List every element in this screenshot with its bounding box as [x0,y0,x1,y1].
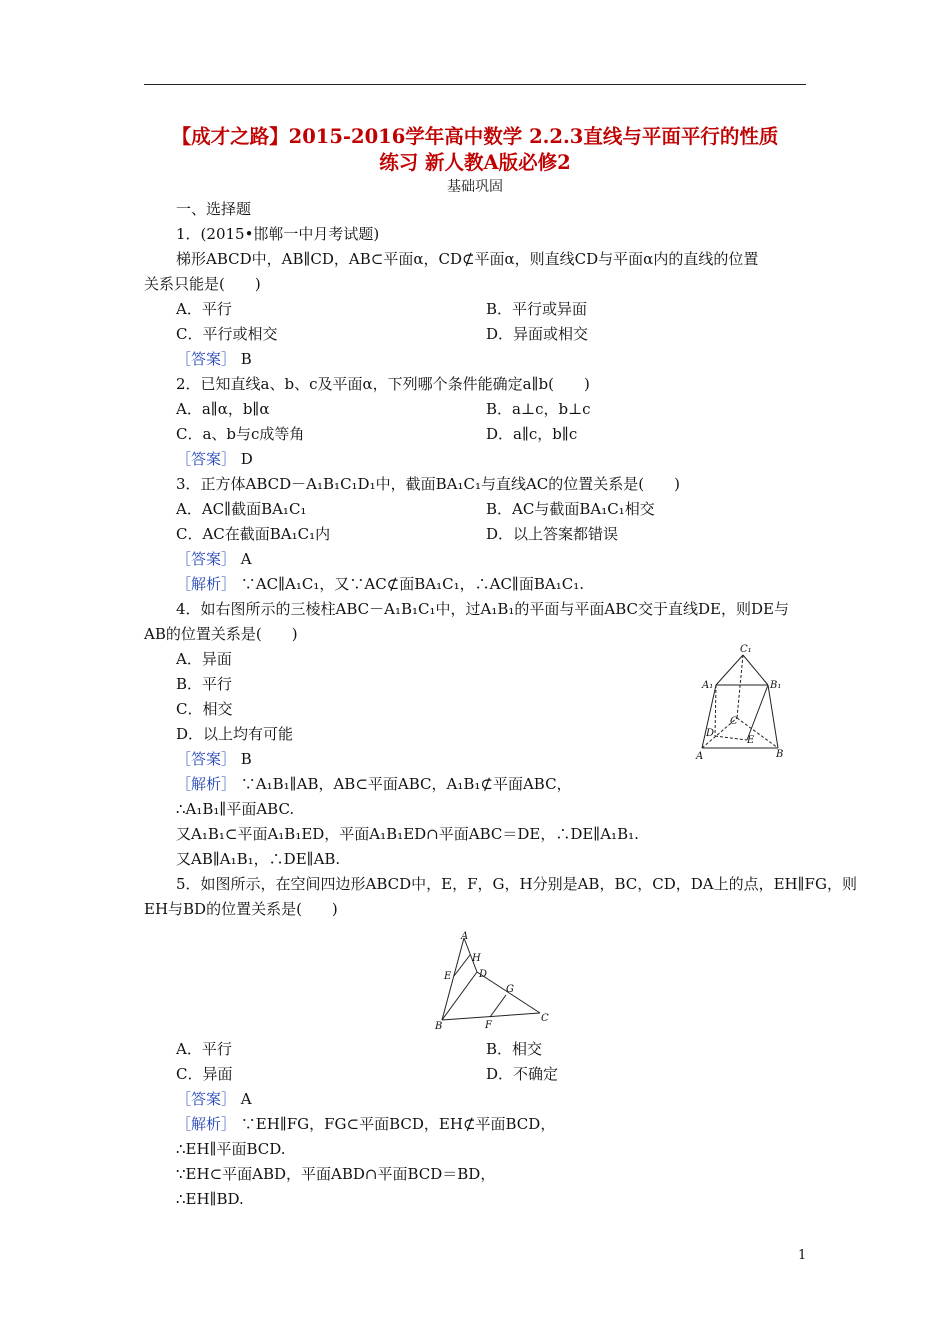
label-f: F [485,1020,492,1031]
analysis-text: ∵AC∥A₁C₁，又∵AC⊄面BA₁C₁，∴AC∥面BA₁C₁. [240,575,584,593]
label-b: B [435,1021,443,1032]
answer-value: B [240,350,252,368]
q1-option-c: C．平行或相交 [176,325,278,343]
label-d: D [706,728,715,739]
q4-option-d: D．以上均有可能 [176,725,294,743]
q1-stem-1: 梯形ABCD中，AB∥CD，AB⊂平面α，CD⊄平面α，则直线CD与平面α内的直线的位置 [176,250,759,268]
label-c: C [730,716,738,727]
q4-analysis-2: ∴A₁B₁∥平面ABC. [176,800,295,818]
label-b: B [776,749,784,760]
q5-analysis-1 [176,1114,555,1134]
doc-title-line2: 练习 新人教A版必修2 [379,151,571,174]
q1-answer [176,349,252,369]
analysis-tag: ［解析］ [176,1115,237,1133]
label-e: E [444,971,452,982]
answer-tag: ［答案］ [176,750,237,768]
q5-option-d: D．不确定 [486,1065,559,1083]
analysis-text: ∵A₁B₁∥AB，AB⊂平面ABC，A₁B₁⊄平面ABC， [240,775,572,793]
q2-answer [176,449,253,469]
analysis-text: ∵EH∥FG，FG⊂平面BCD，EH⊄平面BCD， [240,1115,556,1133]
q4-option-a: A．异面 [176,650,232,668]
q3-option-c: C．AC在截面BA₁C₁内 [176,525,331,543]
prism-figure [690,640,790,765]
q5-option-c: C．异面 [176,1065,233,1083]
q3-analysis [176,574,584,594]
q4-analysis-3: 又A₁B₁⊂平面A₁B₁ED，平面A₁B₁ED∩平面ABC＝DE，∴DE∥A₁B₁. [176,825,639,843]
answer-tag: ［答案］ [176,450,237,468]
q1-option-a: A．平行 [176,300,232,318]
answer-tag: ［答案］ [176,550,237,568]
label-a: A [696,751,704,762]
edge-de [715,736,747,740]
label-h: H [472,953,481,964]
part-heading: 一、选择题 [176,200,252,218]
analysis-tag: ［解析］ [176,575,237,593]
q5-stem-1: 5．如图所示，在空间四边形ABCD中，E，F，G，H分别是AB，BC，CD，DA上的点，EH∥FG，则 [176,875,857,893]
edge-c1c [737,655,743,718]
answer-value: B [240,750,252,768]
q1-option-b: B．平行或异面 [486,300,588,318]
doc-title-line1: 【成才之路】2015-2016学年高中数学 2.2.3直线与平面平行的性质 [171,125,779,148]
label-b1: B₁ [770,680,782,691]
q5-option-b: B．相交 [486,1040,543,1058]
label-g: G [506,984,514,995]
answer-tag: ［答案］ [176,350,237,368]
q5-analysis-3: ∵EH⊂平面ABD，平面ABD∩平面BCD＝BD， [176,1165,496,1183]
q1-stem-2: 关系只能是( ) [144,275,261,293]
edge-c1b1 [743,655,768,685]
q4-analysis-4: 又AB∥A₁B₁，∴DE∥AB. [176,850,341,868]
q5-analysis-2: ∴EH∥平面BCD. [176,1140,286,1158]
q5-option-a: A．平行 [176,1040,232,1058]
q4-option-b: B．平行 [176,675,233,693]
q3-option-a: A．AC∥截面BA₁C₁ [176,500,307,518]
q3-option-d: D．以上答案都错误 [486,525,619,543]
answer-value: A [240,550,252,568]
q1-source: 1．(2015•邯郸一中月考试题) [176,225,380,243]
edge-cb [737,718,778,748]
q2-option-b: B．a⊥c，b⊥c [486,400,591,418]
page-number: 1 [798,1248,807,1263]
edge-bc [442,1013,540,1020]
q2-option-d: D．a∥c，b∥c [486,425,578,443]
header-rule [144,84,806,85]
answer-value: A [240,1090,252,1108]
answer-value: D [240,450,253,468]
q5-stem-2: EH与BD的位置关系是( ) [144,900,338,918]
q4-answer [176,749,252,769]
label-c1: C₁ [740,644,752,655]
answer-tag: ［答案］ [176,1090,237,1108]
q4-analysis-1 [176,774,572,794]
q1-option-d: D．异面或相交 [486,325,589,343]
label-c: C [541,1013,549,1024]
q3-answer [176,549,252,569]
q4-option-c: C．相交 [176,700,233,718]
q2-stem: 2．已知直线a、b、c及平面α，下列哪个条件能确定a∥b( ) [176,375,590,393]
q3-option-b: B．AC与截面BA₁C₁相交 [486,500,655,518]
edge-b1b [768,685,778,748]
q5-analysis-4: ∴EH∥BD. [176,1190,244,1208]
q2-option-c: C．a、b与c成等角 [176,425,305,443]
analysis-tag: ［解析］ [176,775,237,793]
label-e: E [747,735,755,746]
q4-stem-1: 4．如右图所示的三棱柱ABC－A₁B₁C₁中，过A₁B₁的平面与平面ABC交于直线DE，则DE与 [176,600,789,618]
section-heading: 基础巩固 [447,179,503,195]
edge-b1e [747,685,768,740]
edge-a1c1 [716,655,743,685]
q4-stem-2: AB的位置关系是( ) [144,625,298,643]
q2-option-a: A．a∥α，b∥α [176,400,270,418]
segment-fg [490,995,506,1017]
label-a: A [461,931,469,942]
quadrilateral-figure [432,928,557,1032]
q3-stem: 3．正方体ABCD－A₁B₁C₁D₁中，截面BA₁C₁与直线AC的位置关系是( ) [176,475,680,493]
label-d: D [479,969,488,980]
label-a1: A₁ [702,680,714,691]
edge-a1d [715,685,716,736]
q5-answer [176,1089,252,1109]
